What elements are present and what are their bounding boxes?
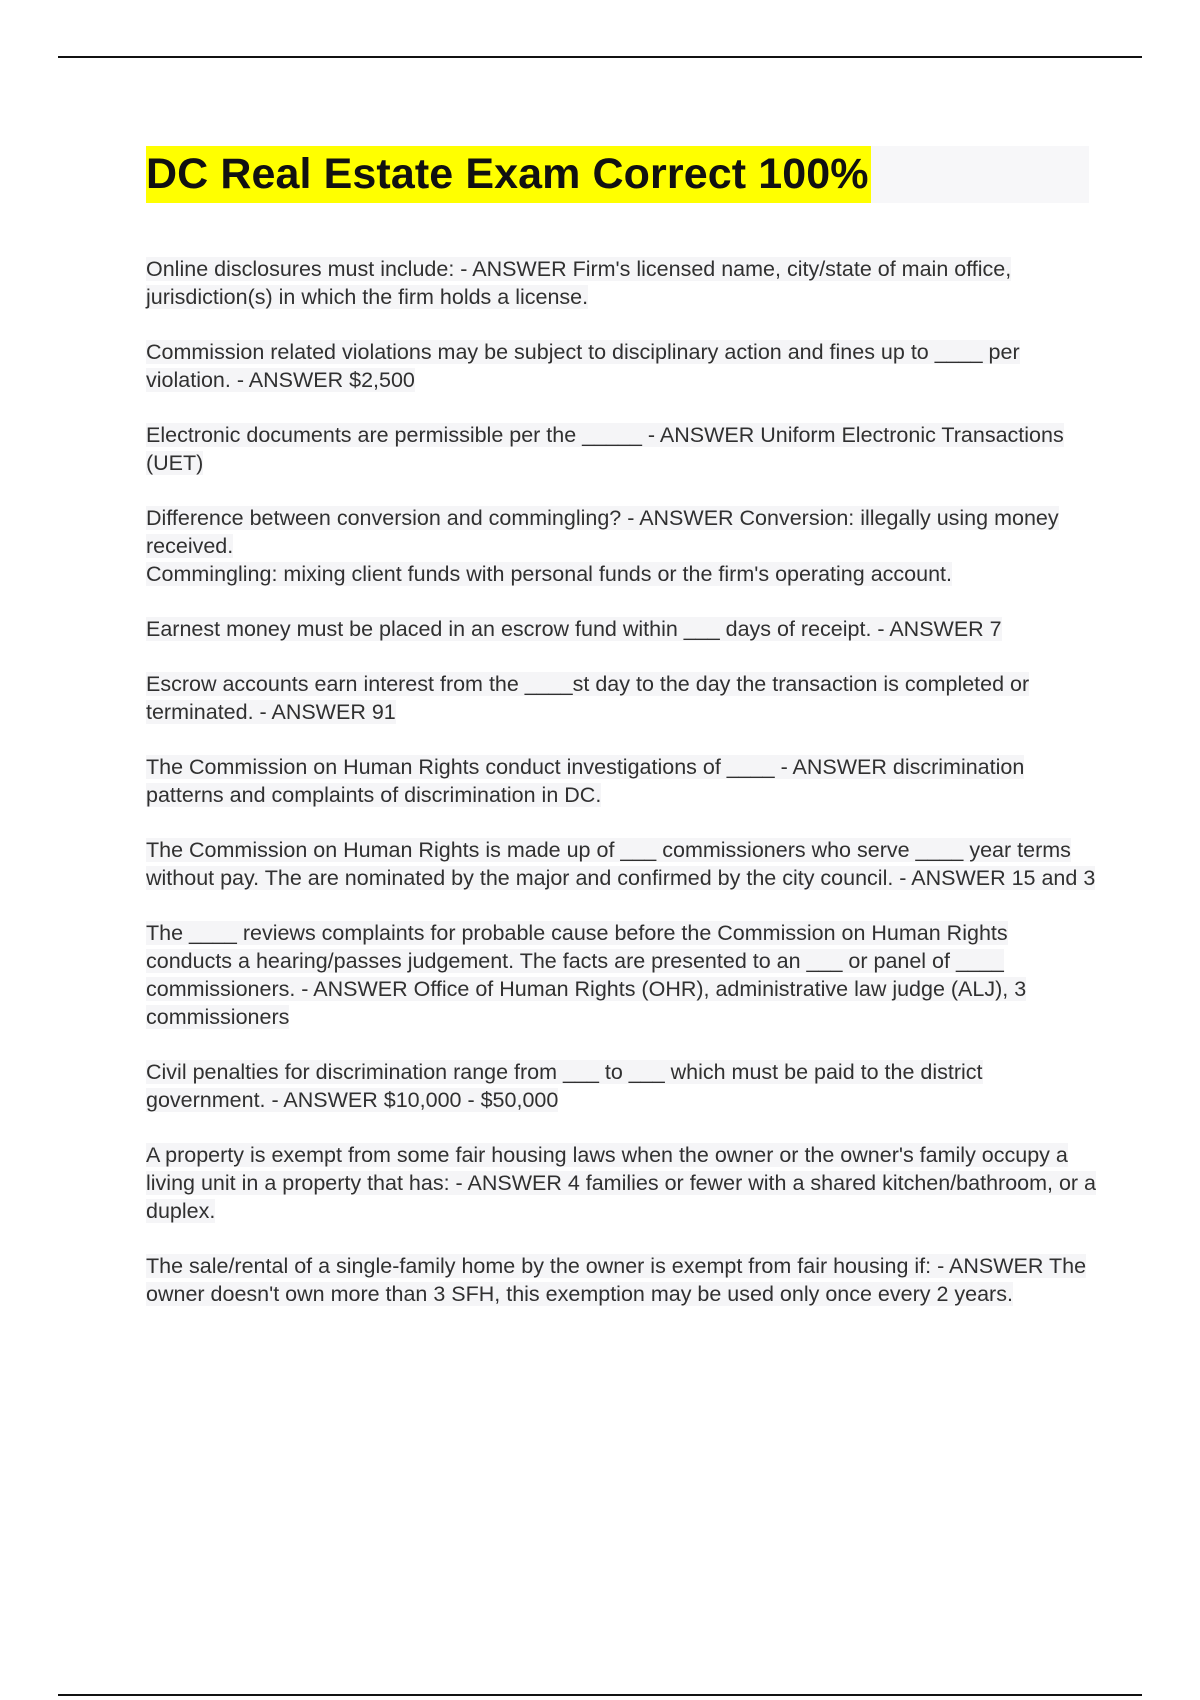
qa-text-line: Online disclosures must include: - ANSWER Firm's licensed name, city/state of main office, jurisdiction(s) in which the firm holds a license. [146, 257, 1012, 309]
qa-text [146, 615, 1096, 643]
qa-item [146, 1252, 1096, 1308]
qa-text [146, 753, 1096, 809]
qa-text-line: Civil penalties for discrimination range from ___ to ___ which must be paid to the district government. - ANSWER $10,000 - $50,000 [146, 1060, 983, 1112]
qa-text-line: Commission related violations may be subject to disciplinary action and fines up to ____ per violation. - ANSWER $2,500 [146, 340, 1020, 392]
qa-text-line: The sale/rental of a single-family home by the owner is exempt from fair housing if: - ANSWER The owner doesn't own more than 3 SFH, this exemption may be used only once every 2 years. [146, 1254, 1087, 1306]
qa-text [146, 255, 1096, 311]
qa-text [146, 836, 1096, 892]
qa-text-line: Difference between conversion and commingling? - ANSWER Conversion: illegally using money received. [146, 506, 1059, 558]
qa-text [146, 1141, 1096, 1225]
qa-text [146, 1252, 1096, 1308]
qa-item [146, 615, 1096, 643]
qa-item [146, 255, 1096, 311]
page-title: DC Real Estate Exam Correct 100% [146, 146, 871, 203]
qa-text [146, 670, 1096, 726]
qa-text-line: The Commission on Human Rights conduct investigations of ____ - ANSWER discrimination patterns and complaints of discrimination in DC. [146, 755, 1025, 807]
qa-text [146, 560, 1096, 588]
qa-text-line: The Commission on Human Rights is made up of ___ commissioners who serve ____ year terms without pay. The are nominated by the major and confirmed by the city council. - ANSWER 15 and 3 [146, 838, 1096, 890]
qa-text-line: Escrow accounts earn interest from the ____st day to the day the transaction is completed or terminated. - ANSWER 91 [146, 672, 1030, 724]
qa-item [146, 338, 1096, 394]
qa-text [146, 504, 1096, 560]
qa-list [146, 255, 1096, 1335]
qa-text-line: Commingling: mixing client funds with personal funds or the firm's operating account. [146, 562, 952, 586]
bottom-rule [58, 1694, 1142, 1696]
qa-item [146, 421, 1096, 477]
qa-item [146, 1141, 1096, 1225]
qa-text-line: Electronic documents are permissible per the _____ - ANSWER Uniform Electronic Transactions (UET) [146, 423, 1064, 475]
qa-item [146, 504, 1096, 588]
qa-text [146, 919, 1096, 1031]
qa-text [146, 421, 1096, 477]
qa-text-line: A property is exempt from some fair housing laws when the owner or the owner's family occupy a living unit in a property that has: - ANSWER 4 families or fewer with a shared kitchen/bathroom, or a duplex. [146, 1143, 1097, 1223]
qa-item [146, 1058, 1096, 1114]
qa-text [146, 1058, 1096, 1114]
qa-text-line: The ____ reviews complaints for probable cause before the Commission on Human Rights conducts a hearing/passes judgement. The facts are presented to an ___ or panel of ____ commissioners. - ANSWER Office of Human Rights (OHR), administrative law judge (ALJ), 3 commissioners [146, 921, 1027, 1029]
qa-text [146, 338, 1096, 394]
qa-item [146, 919, 1096, 1031]
qa-text-line: Earnest money must be placed in an escrow fund within ___ days of receipt. - ANSWER 7 [146, 617, 1002, 641]
top-rule [58, 56, 1142, 58]
qa-item [146, 670, 1096, 726]
qa-item [146, 753, 1096, 809]
qa-item [146, 836, 1096, 892]
